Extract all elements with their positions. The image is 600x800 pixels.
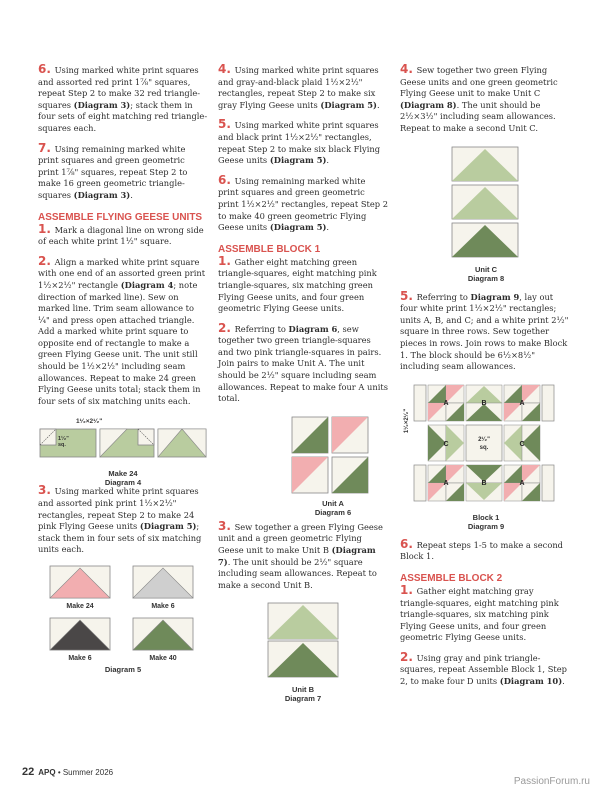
svg-text:Make 24: Make 24 bbox=[66, 603, 94, 610]
page-footer bbox=[22, 766, 113, 778]
unit-b-1 bbox=[466, 385, 502, 421]
svg-text:Make 6: Make 6 bbox=[68, 655, 92, 662]
b2-step-2-text: 2. Using gray and pink triangle-squares, repeat Assemble Block 1, Step 2, to make four D units (Diagram 10). bbox=[400, 649, 567, 687]
diagram-8-caption: Diagram 8 bbox=[467, 273, 505, 283]
b1-step-3-text: 3. Sew together a green Flying Geese unit and a green geometric Flying Geese unit to make Unit B (Diagram 7). The unit should be 2¹⁄₂" square including seam allowances. Repeat to make a second Unit B. bbox=[218, 518, 383, 590]
diagram-7-unit: Unit B bbox=[291, 685, 315, 695]
diagram-8-unit: Unit C bbox=[474, 264, 498, 274]
diagram-7-illustration bbox=[218, 599, 388, 681]
section-heading-flying-geese: ASSEMBLE FLYING GEESE UNITS bbox=[38, 211, 203, 223]
fg-step-1-text: 1. Mark a diagonal line on wrong side of each white print 1¹⁄₂" square. bbox=[38, 221, 204, 247]
svg-text:sq.: sq. bbox=[58, 442, 66, 449]
section-heading-block-1: ASSEMBLE BLOCK 1 bbox=[218, 243, 321, 255]
center-square bbox=[466, 425, 502, 461]
unit-a-2 bbox=[504, 385, 540, 421]
diagram-9-illustration bbox=[400, 381, 572, 509]
fg-step-5-text: 5. Using marked white print squares and black print 1¹⁄₂×2¹⁄₂" rectangles, repeat Step 2 to make six black Flying Geese units (Diagram 5). bbox=[218, 117, 381, 166]
diagram-4-caption: Diagram 4 bbox=[104, 478, 142, 488]
diagram-9-block: Block 1 bbox=[472, 512, 500, 522]
flying-geese-gray bbox=[133, 566, 193, 598]
unit-c-1 bbox=[428, 425, 464, 461]
diagram-5-illustration bbox=[38, 564, 208, 684]
diagram-6-illustration bbox=[218, 413, 388, 495]
step-7-text: 7. Using remaining marked white print squares and green geometric print 1⁷⁄₈" squares, repeat Step 2 to make 16 green geometric triangle-squares (Diagram 3). bbox=[38, 140, 188, 200]
step-6-text: 6. Using marked white print squares and assorted red print 1⁷⁄₈" squares, repeat Step 2 to make 32 red triangle-squares (Diagram 3); stack them in four sets of eight matching red triangle-squares each. bbox=[38, 62, 208, 133]
flying-geese-green bbox=[268, 603, 338, 639]
diagram-4-dim-label: 1¹⁄₂×2¹⁄₂" bbox=[76, 418, 103, 426]
fg-step-3-text: 3. Using marked white print squares and assorted pink print 1¹⁄₂×2¹⁄₂" rectangles, repeat Step 2 to make 24 pink Flying Geese units (Diagram 5); stack them in four sets of six matching units each. bbox=[38, 483, 202, 555]
svg-text:C: C bbox=[519, 440, 525, 448]
diagram-9-side-dim: 1¹⁄₂×2¹⁄₂" bbox=[404, 408, 410, 433]
triangle-square-top-left bbox=[292, 417, 328, 453]
diagram-8-illustration bbox=[400, 143, 572, 261]
svg-text:sq.: sq. bbox=[479, 444, 489, 451]
b1-step-6-text: 6. Repeat steps 1-5 to make a second Block 1. bbox=[400, 536, 563, 562]
flying-geese-green-geometric bbox=[133, 618, 193, 650]
section-heading-block-2: ASSEMBLE BLOCK 2 bbox=[400, 572, 503, 584]
svg-text:A: A bbox=[443, 479, 449, 487]
triangle-square-bottom-right bbox=[332, 457, 368, 493]
svg-text:C: C bbox=[443, 440, 449, 448]
diagram-4-make-label: Make 24 bbox=[108, 469, 138, 479]
b1-step-1-text: 1. Gather eight matching green triangle-squares, eight matching pink triangle-squares, six matching green Flying Geese units, and four green geometric Flying Geese units. bbox=[218, 253, 377, 314]
triangle-square-bottom-left bbox=[292, 457, 328, 493]
b1-step-2-text: 2. Referring to Diagram 6, sew together two green triangle-squares and two pink triangle-squares in pairs. Join pairs to make Unit A. The unit should be 2¹⁄₂" square including seam allowances. Repeat to make four A units total. bbox=[218, 320, 388, 404]
magazine-name: APQ bbox=[38, 768, 56, 777]
svg-text:Make 40: Make 40 bbox=[149, 655, 177, 662]
unit-a-4 bbox=[504, 465, 540, 501]
b2-step-1-text: 1. Gather eight matching gray triangle-squares, eight matching pink triangle-squares, six matching pink Flying Geese units, and four green geometric Flying Geese units. bbox=[400, 582, 559, 643]
watermark: PassionForum.ru bbox=[513, 776, 590, 787]
b1-step-4-text: 4. Sew together two green Flying Geese units and one green geometric Flying Geese unit to make Unit C (Diagram 8). The unit should be 2¹⁄₂×3¹⁄₂" including seam allowances. Repeat to make a second Unit C. bbox=[400, 62, 558, 133]
diagram-5 bbox=[38, 564, 208, 684]
diagram-9 bbox=[400, 381, 572, 531]
page-number: 22 bbox=[22, 766, 35, 778]
svg-text:2¹⁄₂": 2¹⁄₂" bbox=[478, 436, 490, 443]
diagram-4 bbox=[38, 415, 208, 488]
svg-text:Diagram 5: Diagram 5 bbox=[104, 665, 142, 674]
column-3 bbox=[400, 64, 572, 696]
svg-text:A: A bbox=[519, 399, 525, 407]
unit-b-2 bbox=[466, 465, 502, 501]
svg-text:B: B bbox=[481, 399, 487, 407]
flying-geese-1 bbox=[452, 147, 518, 181]
unit-a-1 bbox=[428, 385, 464, 421]
diagram-6-unit: Unit A bbox=[322, 498, 344, 508]
fg-step-4-text: 4. Using marked white print squares and gray-and-black plaid 1¹⁄₂×2¹⁄₂" rectangles, repeat Step 2 to make six gray Flying Geese units (Diagram 5). bbox=[218, 62, 380, 110]
svg-text:Make 6: Make 6 bbox=[151, 603, 175, 610]
diagram-6 bbox=[218, 413, 388, 517]
unit-c-2 bbox=[504, 425, 540, 461]
b1-step-5-text: 5. Referring to Diagram 9, lay out four white print 1¹⁄₂×2¹⁄₂" rectangles; units A, B, and C; and a white print 2¹⁄₂" square in three rows. Sew together pieces in rows. Join rows to make Block 1. The block should be 6¹⁄₂×8¹⁄₂" including seam allowances. bbox=[400, 288, 569, 372]
diagram-6-caption: Diagram 6 bbox=[314, 507, 352, 517]
diagram-7-caption: Diagram 7 bbox=[284, 694, 322, 704]
svg-text:1¹⁄₂": 1¹⁄₂" bbox=[58, 436, 69, 443]
flying-geese-black bbox=[50, 618, 110, 650]
fg-step-6-text: 6. Using remaining marked white print squares and green geometric print 1¹⁄₂×2¹⁄₂" rectangles, repeat Step 2 to make 40 green geometric Flying Geese units (Diagram 5). bbox=[218, 172, 389, 233]
triangle-square-top-right bbox=[332, 417, 368, 453]
diagram-4-illustration bbox=[38, 415, 208, 465]
svg-text:A: A bbox=[519, 479, 525, 487]
svg-text:B: B bbox=[481, 479, 487, 487]
issue-label: • Summer 2026 bbox=[55, 768, 114, 777]
column-1 bbox=[38, 64, 208, 692]
flying-geese-2 bbox=[452, 185, 518, 219]
diagram-7 bbox=[218, 599, 388, 704]
flying-geese-pink bbox=[50, 566, 110, 598]
diagram-9-caption: Diagram 9 bbox=[467, 521, 505, 531]
flying-geese-3 bbox=[452, 223, 518, 257]
unit-a-3 bbox=[428, 465, 464, 501]
svg-text:A: A bbox=[443, 399, 449, 407]
fg-step-2-text: 2. Align a marked white print square with one end of an assorted green print 1¹⁄₂×2¹⁄₂" rectangle (Diagram 4; note direction of marked line). Sew on marked line. Trim seam allowance to ¹⁄₄" and press open attached triangle. Add a marked white print square to opposite end of rectangle to make a green Flying Geese unit. The unit still should be 1¹⁄₂×2¹⁄₂" including seam allowances. Repeat to make 24 green Flying Geese units total; stack them in four sets of six matching units each. bbox=[38, 253, 206, 406]
flying-geese-green-geometric bbox=[268, 641, 338, 677]
column-2 bbox=[218, 64, 388, 707]
diagram-8 bbox=[400, 143, 572, 283]
